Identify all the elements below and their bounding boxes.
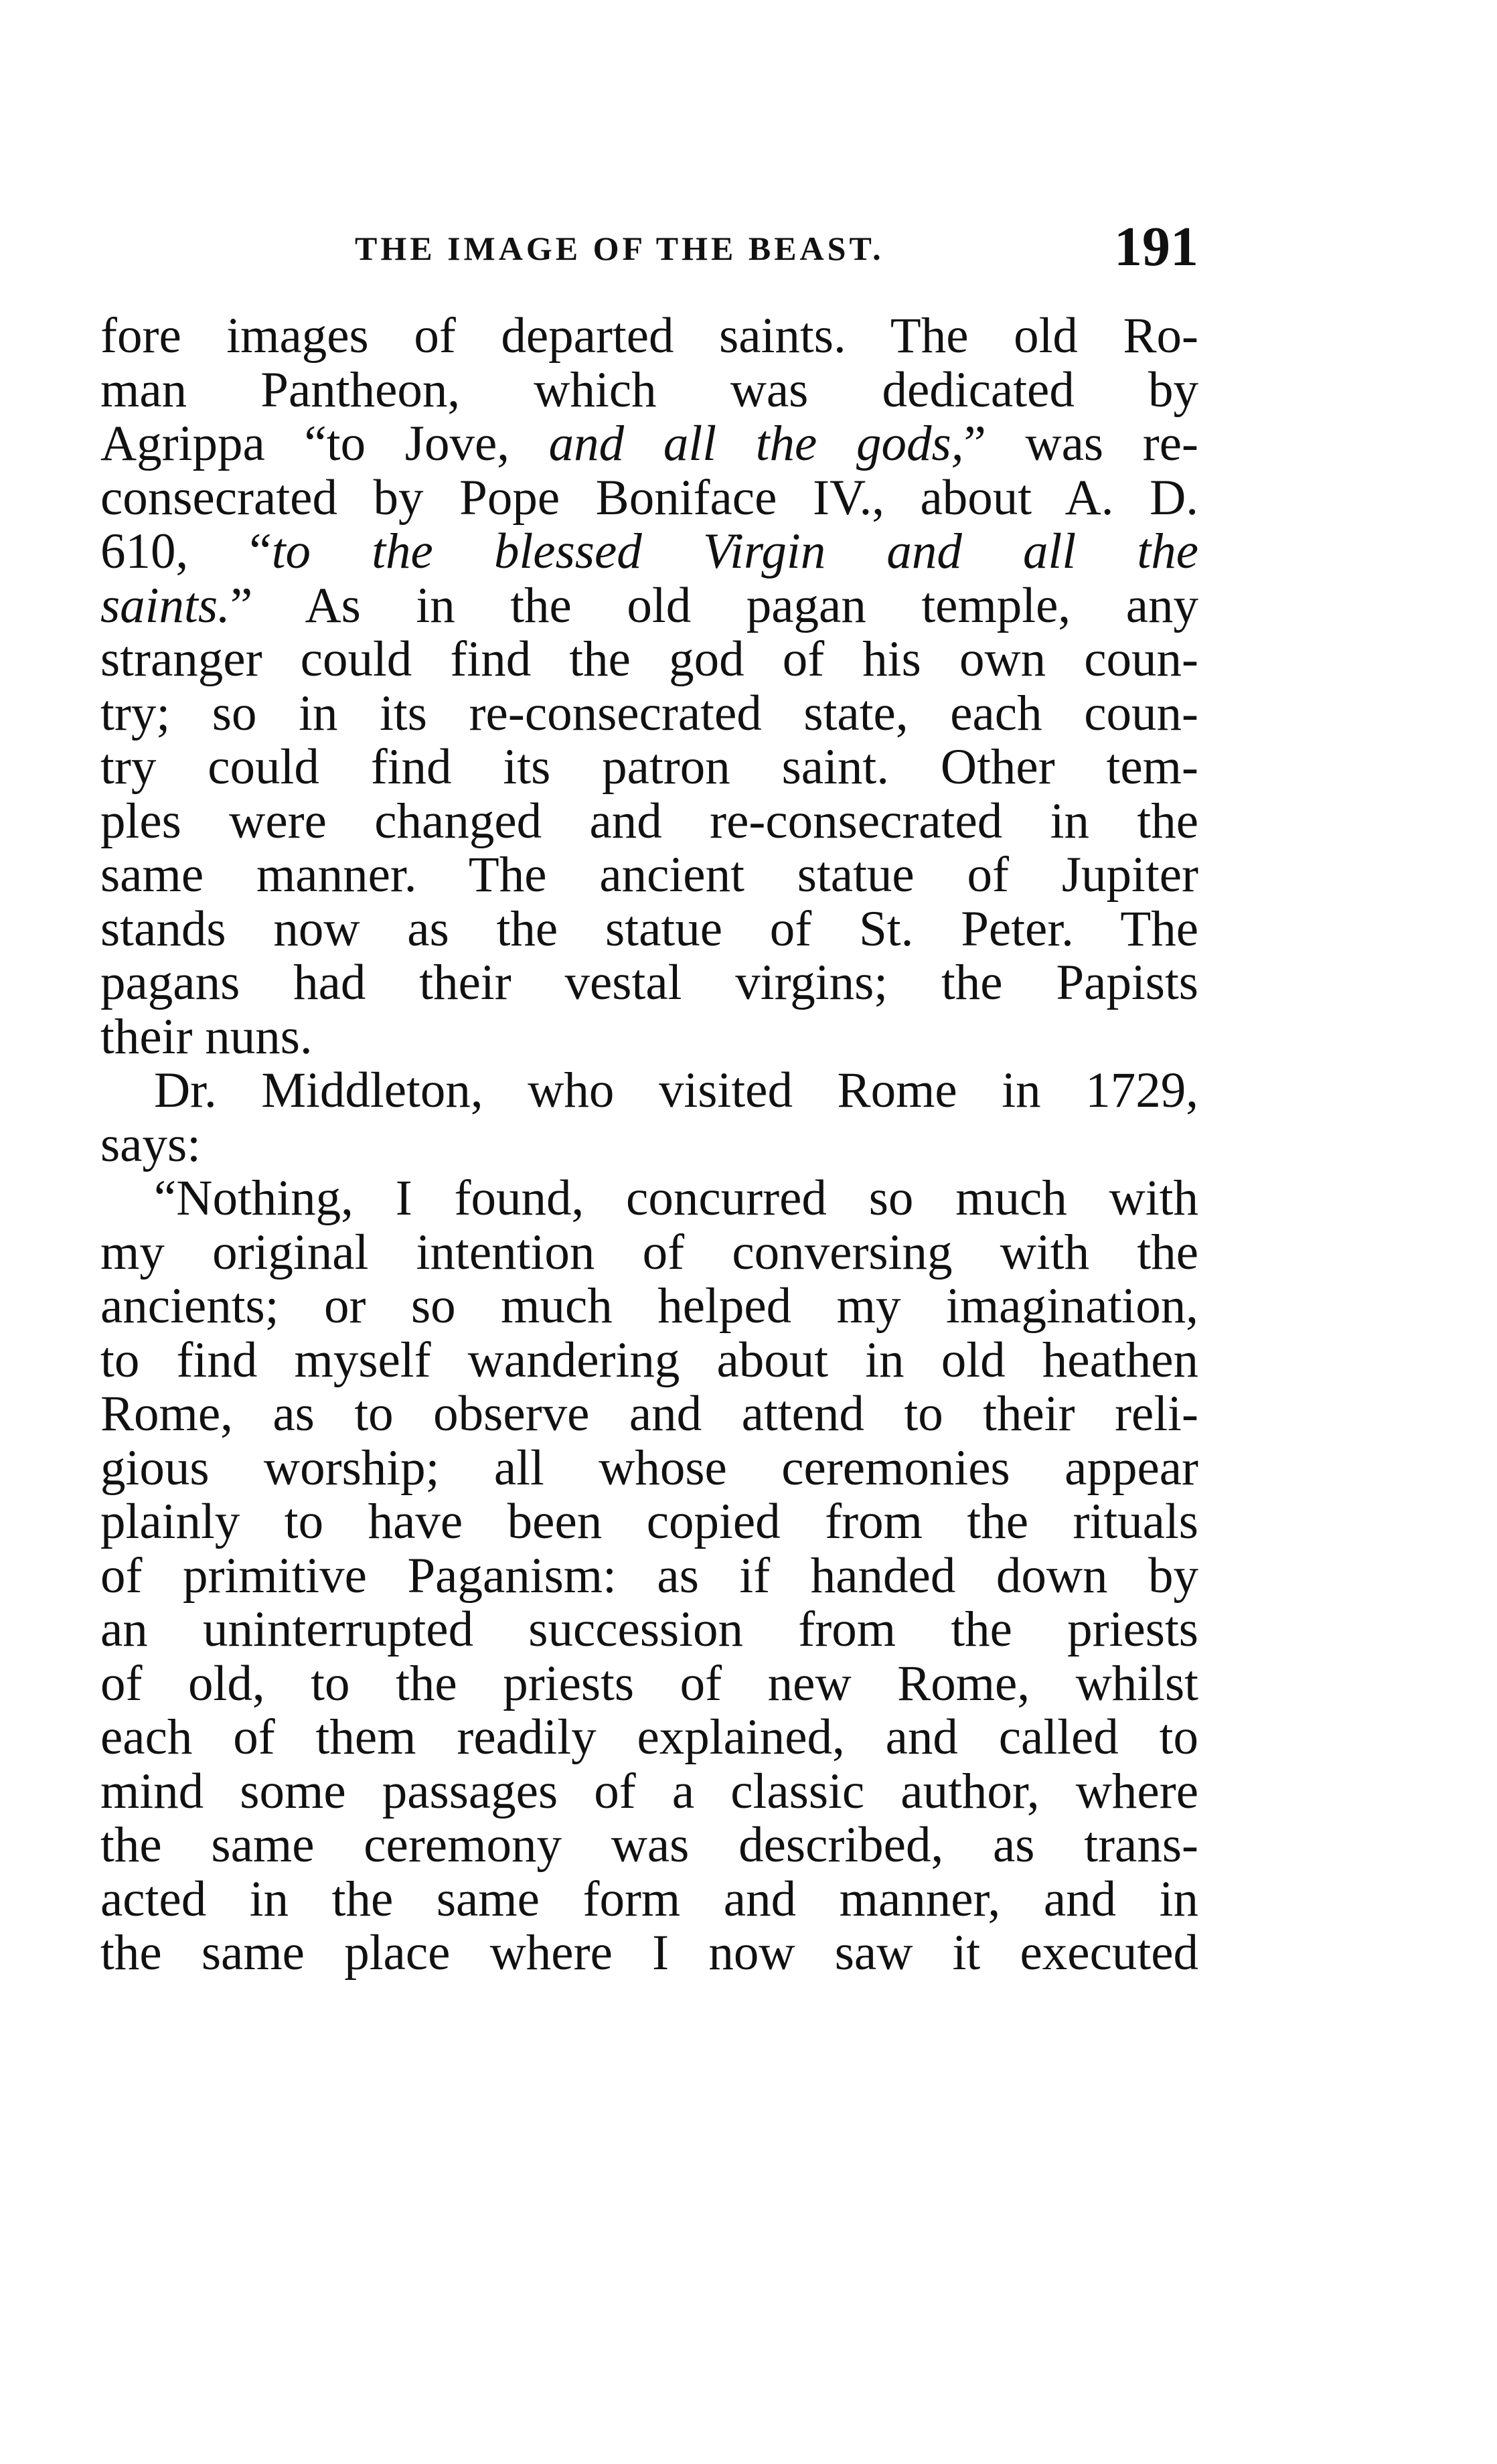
text-line: ancients; or so much helped my imagination, bbox=[100, 1280, 1198, 1334]
text-line: pagans had their vestal virgins; the Papists bbox=[100, 956, 1198, 1010]
italic-text: to the blessed Virgin and all the bbox=[271, 525, 1198, 579]
paragraph-middleton bbox=[100, 1064, 1198, 1172]
text-line: gious worship; all whose ceremonies appear bbox=[100, 1441, 1198, 1495]
text-line: fore images of departed saints. The old Ro- bbox=[100, 309, 1198, 364]
text-line: my original intention of conversing with the bbox=[100, 1225, 1198, 1280]
text-line: the same place where I now saw it executed bbox=[100, 1926, 1198, 1981]
text-line: an uninterrupted succession from the priests bbox=[100, 1603, 1198, 1657]
text-line: plainly to have been copied from the rituals bbox=[100, 1495, 1198, 1549]
paragraph-pantheon bbox=[100, 309, 1198, 1064]
text-line: try; so in its re-consecrated state, each coun- bbox=[100, 686, 1198, 741]
text-line bbox=[100, 417, 1198, 471]
text-line: “Nothing, I found, concurred so much with bbox=[154, 1172, 1198, 1226]
text-line: acted in the same form and manner, and in bbox=[100, 1872, 1198, 1926]
text-line: the same ceremony was described, as trans- bbox=[100, 1819, 1198, 1873]
body-text bbox=[100, 309, 1198, 1981]
text-run: 610, “ bbox=[100, 525, 272, 579]
text-line: try could find its patron saint. Other tem- bbox=[100, 741, 1198, 795]
text-line: each of them readily explained, and called to bbox=[100, 1711, 1198, 1765]
text-line: stands now as the statue of St. Peter. The bbox=[100, 902, 1198, 956]
text-line: their nuns. bbox=[100, 1010, 313, 1064]
text-line: stranger could find the god of his own coun- bbox=[100, 633, 1198, 687]
italic-text: saints. bbox=[100, 579, 230, 633]
text-run: Agrippa “to Jove, bbox=[100, 417, 549, 471]
text-line: Dr. Middleton, who visited Rome in 1729, bbox=[154, 1064, 1198, 1118]
text-run: ” was re- bbox=[963, 417, 1198, 471]
italic-text: and all the gods, bbox=[548, 417, 964, 471]
running-head: THE IMAGE OF THE BEAST. bbox=[355, 230, 884, 267]
text-line bbox=[100, 525, 1198, 579]
text-line bbox=[100, 579, 1198, 633]
text-line: of old, to the priests of new Rome, whilst bbox=[100, 1657, 1198, 1711]
text-line: says: bbox=[100, 1118, 201, 1172]
text-run: ” As in the old pagan temple, any bbox=[230, 579, 1198, 633]
page-number: 191 bbox=[1114, 216, 1198, 278]
text-line: consecrated by Pope Boniface IV., about A. D. bbox=[100, 471, 1198, 525]
text-line: Rome, as to observe and attend to their reli- bbox=[100, 1387, 1198, 1442]
text-line: man Pantheon, which was dedicated by bbox=[100, 363, 1198, 417]
page-header bbox=[100, 214, 1198, 278]
text-line: of primitive Paganism: as if handed down by bbox=[100, 1549, 1198, 1603]
text-line: ples were changed and re-consecrated in the bbox=[100, 794, 1198, 848]
text-line: to find myself wandering about in old heathen bbox=[100, 1333, 1198, 1387]
block-quote bbox=[100, 1172, 1198, 1981]
text-line: same manner. The ancient statue of Jupiter bbox=[100, 848, 1198, 903]
text-line: mind some passages of a classic author, where bbox=[100, 1764, 1198, 1819]
